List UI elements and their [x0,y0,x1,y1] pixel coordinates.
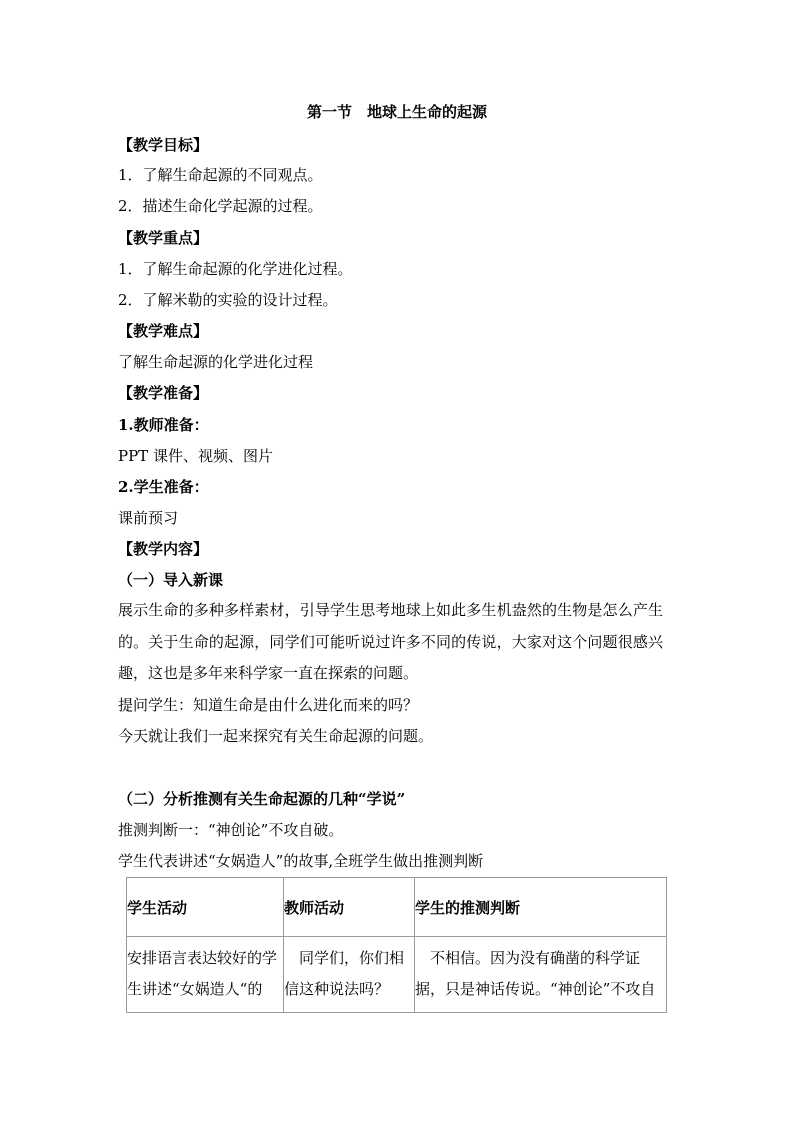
difficulties-heading: 【教学难点】 [118,322,209,340]
content-heading: 【教学内容】 [118,540,209,558]
part2-line-1: 推测判断一：“神创论”不攻自破。 [118,821,344,839]
key-point-item-2: 2．了解米勒的实验的设计过程。 [118,291,338,309]
student-preparation-label: 2.学生准备： [118,478,209,496]
table-row [127,937,667,1013]
key-points-heading: 【教学重点】 [118,229,209,247]
page-title: 第一节 地球上生命的起源 [306,103,487,121]
part1-question: 提问学生：知道生命是由什么进化而来的吗？ [118,696,419,714]
cell-student-judgment: 不相信。因为没有确凿的科学证据，只是神话传说。“神创论”不攻自 [415,937,667,1013]
cell-teacher-activity: 同学们，你们相信这种说法吗？ [284,937,415,1013]
objective-item-2: 2．描述生命化学起源的过程。 [118,197,323,215]
part1-heading: （一）导入新课 [118,571,224,589]
student-preparation-text: 课前预习 [118,509,179,527]
objectives-heading: 【教学目标】 [118,136,209,154]
activity-table [126,877,667,1013]
teacher-preparation-label: 1.教师准备： [118,416,209,434]
objective-item-1: 1．了解生命起源的不同观点。 [118,166,323,184]
key-point-item-1: 1．了解生命起源的化学进化过程。 [118,260,353,278]
header-student-judgment: 学生的推测判断 [415,878,667,937]
part1-intro: 今天就让我们一起来探究有关生命起源的问题。 [118,727,434,745]
header-student-activity: 学生活动 [127,878,284,937]
part2-heading: （二）分析推测有关生命起源的几种“学说” [118,790,406,808]
difficulties-text: 了解生命起源的化学进化过程 [118,353,314,371]
teacher-preparation-text: PPT 课件、视频、图片 [118,447,273,465]
cell-student-activity: 安排语言表达较好的学生讲述“女娲造人“的 [127,937,284,1013]
preparation-heading: 【教学准备】 [118,384,209,402]
table-header-row [127,878,667,937]
part2-line-2: 学生代表讲述“女娲造人”的故事,全班学生做出推测判断 [118,852,484,870]
header-teacher-activity: 教师活动 [284,878,415,937]
part1-paragraph: 展示生命的多种多样素材，引导学生思考地球上如此多生机盎然的生物是怎么产生的。关于生命的起源，同学们可能听说过许多不同的传说，大家对这个问题很感兴趣，这也是多年来科学家一直在探索的问题。 [118,601,663,682]
